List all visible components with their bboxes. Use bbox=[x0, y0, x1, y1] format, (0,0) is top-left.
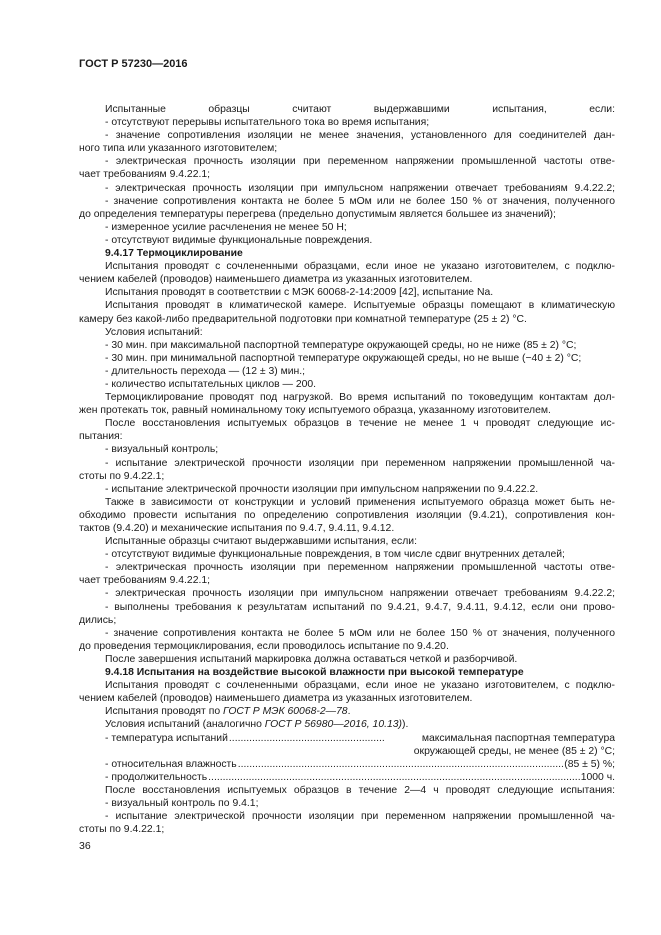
list-item-continuation: чает требованиям 9.4.22.1; bbox=[79, 575, 211, 587]
condition-value: (85 ± 5) %; bbox=[564, 758, 615, 770]
list-item: - отсутствуют видимые функциональные повреждения, в том числе сдвиг внутренних деталей; bbox=[105, 549, 565, 561]
condition-label: - относительная влажность bbox=[105, 758, 237, 770]
dot-leader bbox=[229, 732, 384, 745]
list-item: - 30 мин. при максимальной паспортной температуре окружающей среды, но не ниже (85 ± 2) °С; bbox=[105, 339, 577, 351]
text: Условия испытаний (аналогично bbox=[105, 719, 265, 731]
list-item: - испытание электрической прочности изоляции при переменном напряжении промышленной ча- bbox=[105, 811, 615, 823]
page-number: 36 bbox=[79, 840, 91, 852]
condition-label: - продолжительность bbox=[105, 771, 208, 783]
paragraph bbox=[79, 718, 615, 731]
list-item-continuation: чает требованиям 9.4.22.1; bbox=[79, 169, 211, 181]
paragraph: После восстановления испытуемых образцов в течение не менее 1 ч проводят следующие ис- bbox=[105, 418, 615, 430]
paragraph: Испытанные образцы считают выдержавшими испытания, если: bbox=[105, 536, 417, 548]
dot-leader bbox=[208, 771, 580, 784]
paragraph-continuation: чением кабелей (проводов) наименьшего диаметра из указанных изготовителем. bbox=[79, 693, 473, 705]
list-item: - визуальный контроль; bbox=[105, 444, 219, 456]
document-header: ГОСТ Р 57230—2016 bbox=[79, 58, 188, 70]
paragraph-continuation: тактов (9.4.20) и механические испытания по 9.4.7, 9.4.11, 9.4.12. bbox=[79, 523, 395, 534]
list-item: - количество испытательных циклов — 200. bbox=[105, 378, 317, 390]
list-item: - электрическая прочность изоляции при импульсном напряжении отвечает требованиям 9.4.22.2; bbox=[105, 588, 615, 600]
standard-reference: ГОСТ Р 56980—2016, 10.13) bbox=[264, 719, 403, 731]
condition-row-temperature bbox=[79, 732, 615, 758]
paragraph: Условия испытаний: bbox=[105, 326, 203, 338]
dot-leader bbox=[238, 758, 564, 771]
list-item: - электрическая прочность изоляции при переменном напряжении промышленной частоты отве- bbox=[105, 156, 615, 168]
condition-value: максимальная паспортная температура окружающей среды, не менее (85 ± 2) °С; bbox=[413, 732, 615, 757]
section-heading: 9.4.17 Термоциклирование bbox=[105, 248, 243, 260]
list-item-continuation: до определения температуры перегрева (предельно допустимым является большее из значений); bbox=[79, 208, 556, 220]
condition-label: - температура испытаний bbox=[105, 732, 228, 744]
list-item: - отсутствуют перерывы испытательного тока во время испытания; bbox=[105, 117, 430, 129]
list-item: - визуальный контроль по 9.4.1; bbox=[105, 797, 259, 809]
list-item-continuation: до проведения термоциклирования, если проводилось испытание по 9.4.20. bbox=[79, 640, 449, 652]
standard-reference: ГОСТ Р МЭК 60068-2—78 bbox=[223, 706, 348, 718]
paragraph: Испытанные образцы считают выдержавшими испытания, если: bbox=[105, 104, 615, 115]
list-item-continuation: стоты по 9.4.22.1; bbox=[79, 470, 165, 482]
paragraph: Также в зависимости от конструкции и условий применения испытуемого образца может быть не- bbox=[105, 496, 615, 508]
list-item: - длительность перехода — (12 ± 3) мин.; bbox=[105, 365, 306, 377]
section-heading: 9.4.18 Испытания на воздействие высокой влажности при высокой температуре bbox=[105, 667, 524, 679]
paragraph-continuation: чением кабелей (проводов) наименьшего диаметра из указанных изготовителем. bbox=[79, 274, 473, 286]
paragraph: Испытания проводят с сочлененными образцами, если иное не указано изготовителем, с подклю- bbox=[105, 261, 615, 273]
list-item: - значение сопротивления контакта не более 5 мОм или не более 150 % от значения, полученного bbox=[105, 627, 615, 639]
paragraph-continuation: жен протекать ток, равный номинальному току испытуемого образца, указанному изготовителем. bbox=[79, 405, 551, 417]
text: . bbox=[347, 706, 351, 718]
list-item: - измеренное усилие расчленения не менее 50 Н; bbox=[105, 221, 347, 233]
list-item: - значение сопротивления изоляции не менее значения, установленного для соединителей дан- bbox=[105, 130, 615, 142]
list-item: - значение сопротивления контакта не более 5 мОм или не более 150 % от значения, полученного bbox=[105, 195, 615, 207]
condition-value: 1000 ч. bbox=[580, 771, 615, 783]
list-item: - испытание электрической прочности изоляции при импульсном напряжении по 9.4.22.2. bbox=[105, 483, 539, 495]
page-body bbox=[79, 103, 615, 836]
paragraph: Термоциклирование проводят под нагрузкой. Во время испытаний по токоведущим контактам дол- bbox=[105, 392, 615, 404]
list-item: - электрическая прочность изоляции при импульсном напряжении отвечает требованиям 9.4.22.2; bbox=[105, 182, 615, 194]
text: ). bbox=[402, 719, 409, 731]
list-item-continuation: ного типа или указанного изготовителем; bbox=[79, 143, 278, 155]
list-item: - электрическая прочность изоляции при переменном напряжении промышленной частоты отве- bbox=[105, 562, 615, 574]
list-item: - выполнены требования к результатам испытаний по 9.4.21, 9.4.7, 9.4.11, 9.4.12, если они прово- bbox=[105, 601, 615, 613]
paragraph-continuation: камеру без какой-либо предварительной подготовки при комнатной температуре (25 ± 2) °С. bbox=[79, 313, 527, 325]
paragraph-continuation: обходимо провести испытания по определению сопротивления изоляции (9.4.21), сопротивления кон- bbox=[79, 509, 615, 521]
list-item: - испытание электрической прочности изоляции при переменном напряжении промышленной ча- bbox=[105, 457, 615, 469]
list-item-continuation: стоты по 9.4.22.1; bbox=[79, 824, 165, 836]
paragraph: После завершения испытаний маркировка должна оставаться четкой и разборчивой. bbox=[105, 653, 518, 665]
text: Испытания проводят по bbox=[105, 706, 224, 718]
paragraph: Испытания проводят в климатической камере. Испытуемые образцы помещают в климатическую bbox=[105, 300, 615, 312]
list-item: - отсутствуют видимые функциональные повреждения. bbox=[105, 234, 373, 246]
paragraph bbox=[79, 705, 615, 718]
condition-row-humidity bbox=[79, 758, 615, 771]
paragraph: Испытания проводят с сочлененными образцами, если иное не указано изготовителем, с подклю- bbox=[105, 680, 615, 692]
paragraph-continuation: пытания: bbox=[79, 431, 123, 443]
paragraph: Испытания проводят в соответствии с МЭК 60068-2-14:2009 [42], испытание Na. bbox=[105, 287, 494, 299]
list-item-continuation: дились; bbox=[79, 614, 117, 626]
paragraph: После восстановления испытуемых образцов в течение 2—4 ч проводят следующие испытания: bbox=[105, 784, 615, 796]
list-item: - 30 мин. при минимальной паспортной температуре окружающей среды, но не выше (−40 ± 2) °С; bbox=[105, 352, 582, 364]
condition-row-duration bbox=[79, 771, 615, 784]
